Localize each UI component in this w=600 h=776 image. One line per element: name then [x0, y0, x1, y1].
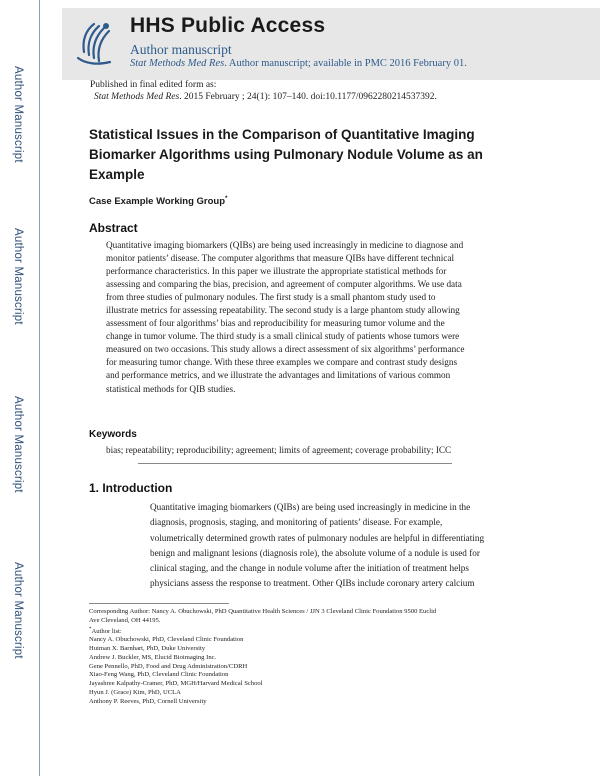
- intro-line: Quantitative imaging biomarkers (QIBs) are being used increasingly in medicine in the: [150, 502, 471, 512]
- author-footnote-mark: *: [225, 195, 228, 202]
- abstract-line: assessing and comparing the bias, precision, and agreement of computer algorithms. We use data: [106, 279, 462, 290]
- article-title: [89, 125, 509, 185]
- abstract-line: Quantitative imaging biomarkers (QIBs) are being used increasingly in medicine to diagnose and: [106, 240, 464, 250]
- author-list-mark: *: [89, 626, 92, 632]
- abstract-line: from three studies of pulmonary nodules. The first study is a small phantom study used to: [106, 292, 436, 303]
- abstract-line: and performance metrics, and we illustrate the advantages and limitations of various common: [106, 370, 451, 381]
- author-manuscript-label: Author manuscript: [130, 42, 232, 57]
- journal-name: Stat Methods Med Res: [130, 58, 225, 69]
- footnote-author: Anthony P. Reeves, PhD, Cornell University: [89, 697, 207, 705]
- abstract-line: performance characteristics. In this paper we illustrate the appropriate statistical methods for: [106, 266, 447, 277]
- citation-details: . 2015 February ; 24(1): 107–140. doi:10.1177/0962280214537392.: [179, 92, 437, 102]
- footnote-author: Huiman X. Barnhart, PhD, Duke University: [89, 645, 206, 653]
- footnote-divider: [89, 603, 229, 604]
- sidebar-author-manuscript-label: Author Manuscript: [12, 396, 24, 493]
- intro-line: benign and malignant lesions (diagnosis role), the absolute volume of a nodule is used for: [150, 547, 480, 558]
- abstract-line: change in tumor volume. The third study is a small clinical study of patients whose tumors were: [106, 331, 460, 342]
- sidebar-divider: [39, 0, 40, 776]
- intro-line: diagnosis, prognosis, staging, and monitoring of patients’ disease. For example,: [150, 517, 443, 528]
- abstract-line: illustrate metrics for assessing repeatability. The second study is a large phantom study allowing: [106, 305, 460, 316]
- intro-line: volumetrically determined growth rates of pulmonary nodules are helpful in differentiating: [150, 532, 485, 543]
- sidebar-author-manuscript-label: Author Manuscript: [12, 66, 24, 163]
- keywords-list: bias; repeatability; reproducibility; agreement; limits of agreement; coverage probability; ICC: [106, 445, 452, 455]
- abstract-line: measured on two occasions. This study allows a direct assessment of six algorithms’ performance: [106, 344, 465, 355]
- published-label: Published in final edited form as:: [90, 80, 217, 90]
- citation: [90, 91, 437, 103]
- abstract-heading: Abstract: [89, 221, 138, 235]
- sidebar-author-manuscript-label: Author Manuscript: [12, 562, 24, 659]
- footnotes: [89, 608, 509, 706]
- hhs-public-access-title: HHS Public Access: [130, 14, 326, 37]
- footnote-author: Gene Pennello, PhD, Food and Drug Administration/CDRH: [89, 662, 248, 670]
- author-name: Case Example Working Group: [89, 196, 226, 208]
- abstract-line: monitor patients’ disease. The computer algorithms that measure QIBs have different technical: [106, 253, 454, 264]
- keywords-heading: Keywords: [89, 429, 137, 440]
- publication-info: [90, 79, 437, 103]
- hhs-eagle-logo-icon: [72, 18, 116, 68]
- footnote-author: Xiao-Feng Wang, PhD, Cleveland Clinic Foundation: [89, 671, 229, 679]
- corresponding-author-line: Corresponding Author: Nancy A. Obuchowski, PhD Quantitative Health Sciences / JJN 3 Cleveland Clinic Foundation 9500 Euclid: [89, 608, 437, 615]
- introduction-heading: 1. Introduction: [89, 481, 173, 495]
- journal-availability-line: [130, 58, 467, 69]
- title-line: Example: [89, 167, 145, 182]
- author-group: [89, 195, 228, 207]
- abstract-line: for measuring tumor change. With these three examples we compare and contrast study designs: [106, 357, 458, 368]
- sidebar-author-manuscript-label: Author Manuscript: [12, 228, 24, 325]
- manuscript-sidebar: [0, 0, 40, 776]
- author-list-label: [89, 626, 509, 637]
- footnote-author: Hyun J. (Grace) Kim, PhD, UCLA: [89, 688, 181, 696]
- abstract-line: assessment of four algorithms’ bias and reproducibility for measuring tumor volume and the: [106, 318, 445, 329]
- keywords-divider: [138, 463, 452, 464]
- author-list-text: Author list:: [91, 627, 122, 635]
- abstract-line: statistical methods for QIB studies.: [106, 383, 236, 394]
- corresponding-author-line: Ave Cleveland, OH 44195.: [89, 616, 161, 624]
- abstract-body: [106, 239, 498, 396]
- footnote-author: Jayashree Kalpathy-Cramer, PhD, MGH/Harvard Medical School: [89, 680, 263, 688]
- intro-line: physicians assess the response to treatment. Other QIBs include coronary artery calcium: [150, 578, 475, 589]
- footnote-author: Andrew J. Buckler, MS, Elucid Bioimaging Inc.: [89, 653, 217, 661]
- citation-journal: Stat Methods Med Res: [94, 92, 180, 102]
- intro-line: clinical staging, and the change in nodule volume after the initiation of treatment helps: [150, 563, 469, 574]
- title-line: Statistical Issues in the Comparison of Quantitative Imaging: [89, 127, 475, 142]
- title-line: Biomarker Algorithms using Pulmonary Nodule Volume as an: [89, 147, 483, 162]
- introduction-body: [150, 500, 506, 592]
- footnote-author: Nancy A. Obuchowski, PhD, Cleveland Clinic Foundation: [89, 636, 244, 644]
- availability-text: . Author manuscript; available in PMC 2016 February 01.: [224, 58, 467, 69]
